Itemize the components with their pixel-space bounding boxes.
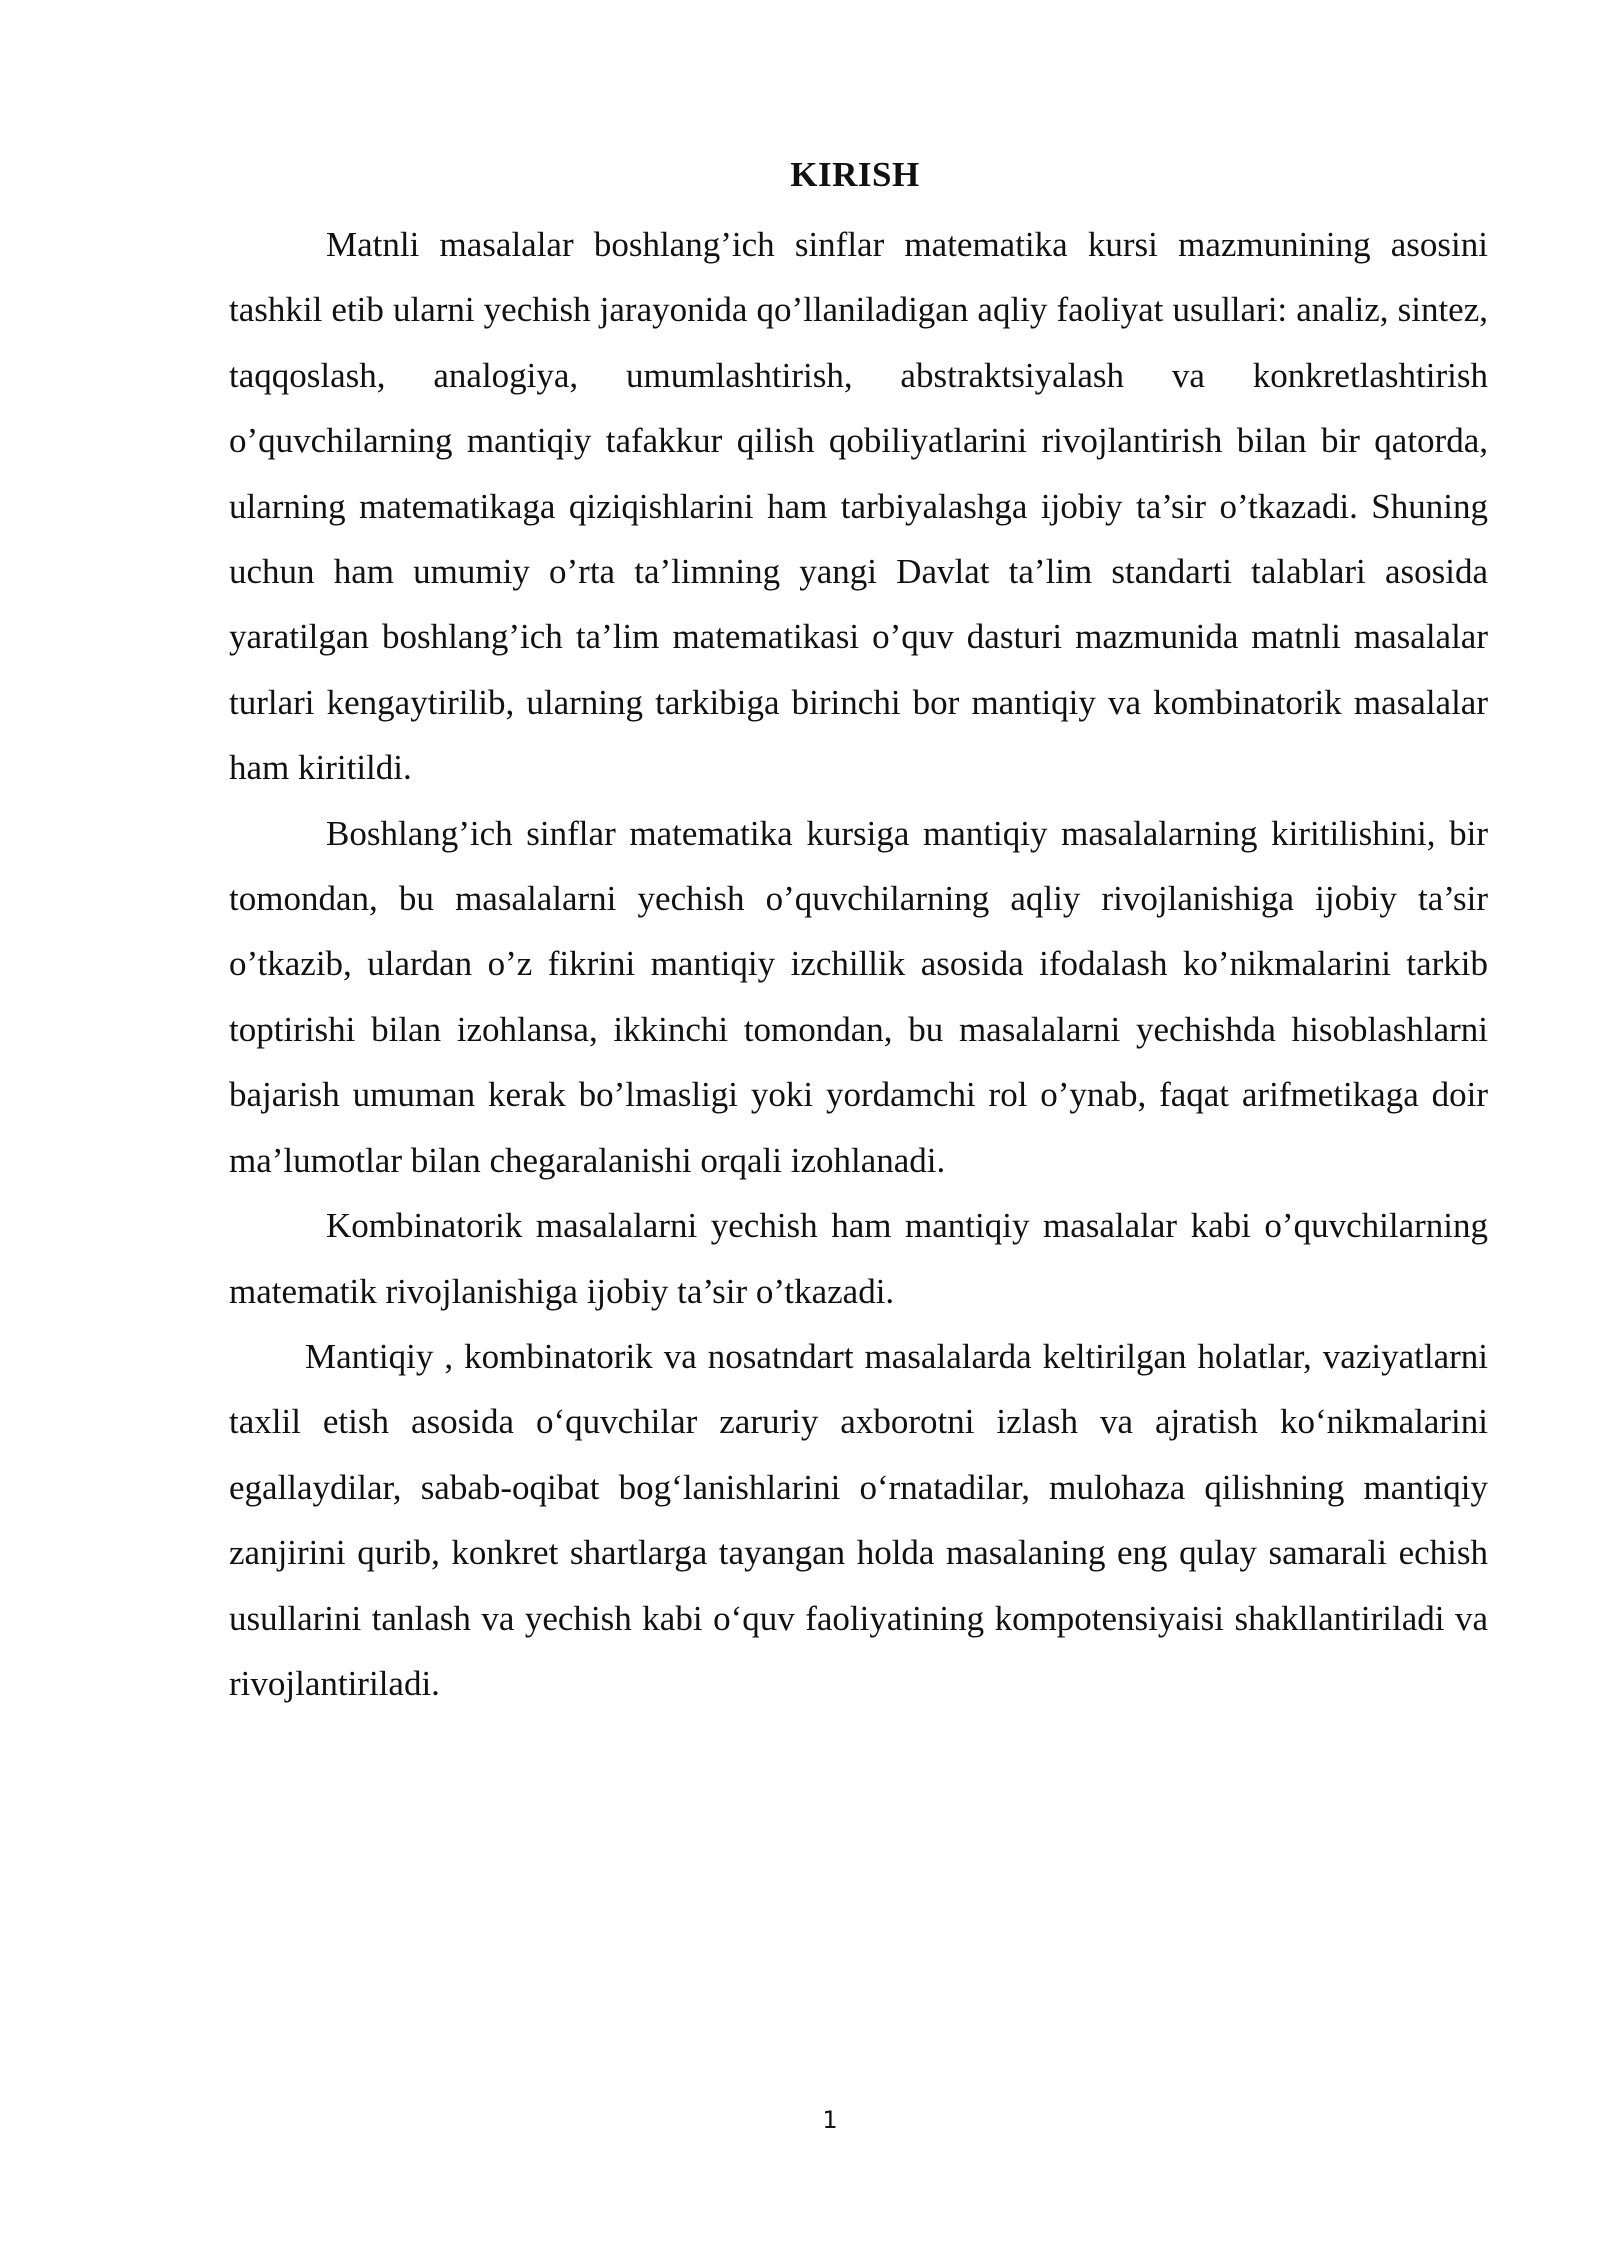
paragraph-4: Mantiqiy , kombinatorik va nosatndart masalalarda keltirilgan holatlar, vaziyatlarni taxlil etish asosida o‘quvchilar zaruriy axborotni izlash va ajratish ko‘nikmalarini egallaydilar, sabab-oqibat bog‘lanishlarini o‘rnatadilar, mulohaza qilishning mantiqiy zanjirini qurib, konkret shartlarga tayangan holda masalaning eng qulay samarali echish usullarini tanlash va yechish kabi o‘quv faoliyatining kompotensiyaisi shakllantiriladi va rivojlantiriladi.: [229, 1336, 1488, 1703]
page-number: 1: [822, 2106, 838, 2134]
paragraph-3: Kombinatorik masalalarni yechish ham mantiqiy masalalar kabi o’quvchilarning matematik rivojlanishiga ijobiy ta’sir o’tkazadi.: [229, 1206, 1488, 1311]
paragraph-1: Matnli masalalar boshlang’ich sinflar matematika kursi mazmunining asosini tashkil etib ularni yechish jarayonida qo’llaniladigan aqliy faoliyat usullari: analiz, sintez, taqqoslash, analogiya, umumlashtirish, abstraktsiyalash va konkretlashtirish o’quvchilarning mantiqiy tafakkur qilish qobiliyatlarini rivojlantirish bilan bir qatorda, ularning matematikaga qiziqishlarini ham tarbiyalashga ijobiy ta’sir o’tkazadi. Shuning uchun ham umumiy o’rta ta’limning yangi Davlat ta’lim standarti talablari asosida yaratilgan boshlang’ich ta’lim matematikasi o’quv dasturi mazmunida matnli masalalar turlari kengaytirilib, ularning tarkibiga birinchi bor mantiqiy va kombinatorik masalalar ham kiritildi.: [229, 225, 1488, 788]
paragraph-2: Boshlang’ich sinflar matematika kursiga mantiqiy masalalarning kiritilishini, bir tomondan, bu masalalarni yechish o’quvchilarning aqliy rivojlanishiga ijobiy ta’sir o’tkazib, ulardan o’z fikrini mantiqiy izchillik asosida ifodalash ko’nikmalarini tarkib toptirishi bilan izohlansa, ikkinchi tomondan, bu masalalarni yechishda hisoblashlarni bajarish umuman kerak bo’lmasligi yoki yordamchi rol o’ynab, faqat arifmetikaga doir ma’lumotlar bilan chegaralanishi orqali izohlanadi.: [229, 813, 1488, 1180]
document-body: [229, 212, 1488, 1716]
page-title: KIRISH: [790, 155, 920, 194]
